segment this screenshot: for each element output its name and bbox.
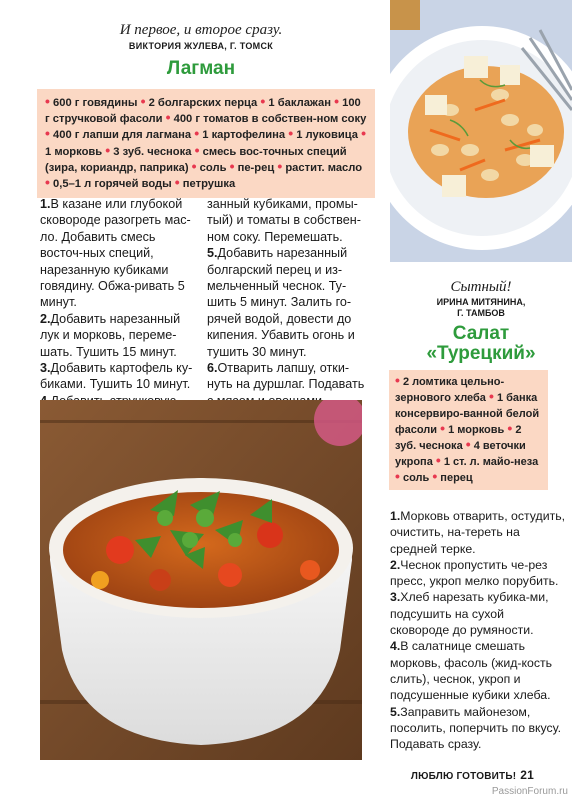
- bullet-icon: •: [194, 125, 200, 142]
- step-text: занный кубиками, промы-тый) и томаты в собствен-ном соку. Перемешать.: [207, 197, 361, 244]
- watermark: PassionForum.ru: [491, 786, 568, 797]
- salad-photo: [390, 0, 572, 262]
- step-text: В салатнице смешать морковь, фасоль (жид-кость слить), чеснок, укроп и подсушенные кубики хлеба.: [390, 639, 553, 703]
- ingredient-item: 100 г стручковой фасоли: [45, 97, 361, 126]
- recipe-step: [390, 508, 566, 557]
- step-text: Заправить майонезом, посолить, поперчить по вкусу. Подавать сразу.: [390, 704, 562, 752]
- recipe-step: [40, 196, 198, 311]
- ingredient-item: смесь вос-точных специй (зира, кориандр, паприка): [45, 145, 347, 174]
- salad-steps: [390, 508, 566, 752]
- ingredient-item: соль: [196, 161, 230, 174]
- salad-title: Салат: [452, 323, 510, 344]
- step-text: Отварить лапшу, отки-нуть на дуршлаг. Подавать: [207, 361, 365, 392]
- ingredient-item: 400 г томатов в собствен-ном соку: [170, 113, 367, 126]
- bullet-icon: •: [277, 157, 283, 174]
- bullet-icon: •: [361, 125, 367, 142]
- bullet-icon: •: [194, 141, 200, 158]
- bullet-icon: •: [432, 468, 438, 484]
- ingredient-item: 3 зуб. чеснока: [110, 145, 195, 158]
- salad-author-city: Г. ТАМБОВ: [457, 308, 505, 318]
- lagman-photo: [40, 400, 362, 760]
- bullet-icon: •: [288, 125, 294, 142]
- bullet-icon: •: [440, 420, 446, 436]
- magazine-name: ЛЮБЛЮ ГОТОВИТЬ!: [410, 771, 517, 782]
- page-footer: [411, 768, 534, 782]
- ingredient-item: 400 г лапши для лагмана: [49, 129, 195, 142]
- step-text: Добавить картофель ку-биками. Тушить 10 минут.: [40, 361, 193, 392]
- step-number: 5.: [207, 246, 218, 261]
- step-number: 1.: [390, 509, 401, 523]
- ingredient-item: 2 зуб. чеснока: [395, 424, 522, 452]
- ingredient-item: 2 ломтика цельно-зернового хлеба: [395, 376, 505, 404]
- ingredient-item: растит. масло: [282, 161, 363, 174]
- recipe-step: [390, 638, 566, 703]
- step-text: Добавить нарезанный болгарский перец и из-мельченный чеснок. Ту-шить 5 минут. Залить го-рячей водой, довести до кипения. Убавить огонь и тушить 30 минут.: [207, 246, 355, 359]
- salad-author: ИРИНА МИТЯНИНА,: [436, 297, 526, 307]
- lagman-steps-col2: [207, 196, 365, 409]
- ingredient-item: 1 морковь: [445, 424, 508, 436]
- ingredient-item: соль: [399, 472, 433, 484]
- step-number: 2.: [390, 557, 401, 572]
- step-number: 2.: [40, 311, 51, 326]
- recipe-step: [390, 589, 566, 638]
- ingredient-item: перец: [437, 472, 473, 484]
- step-text: Хлеб нарезать кубика-ми, подсушить на сухой сковороде до румяности.: [390, 590, 549, 638]
- ingredient-item: петрушка: [179, 178, 236, 191]
- recipe-step: [207, 196, 365, 245]
- bullet-icon: •: [465, 436, 471, 452]
- step-text: Морковь отварить, остудить, очистить, на-тереть на средней терке.: [390, 509, 566, 556]
- bullet-icon: •: [140, 93, 146, 109]
- ingredient-item: 1 баклажан: [265, 97, 335, 109]
- lagman-ingredients: [37, 89, 375, 198]
- bullet-icon: •: [395, 372, 400, 388]
- step-number: 3.: [40, 361, 51, 376]
- step-number: 5.: [390, 704, 401, 719]
- recipe-step: [390, 557, 566, 590]
- recipe-step: [40, 311, 198, 360]
- bullet-icon: •: [45, 125, 50, 142]
- ingredient-item: 1 луковица: [293, 129, 362, 142]
- step-text: Добавить нарезанный лук и морковь, переме-шать. Тушить 15 минут.: [40, 311, 181, 359]
- bullet-icon: •: [174, 174, 180, 191]
- bullet-icon: •: [191, 157, 197, 174]
- recipe-step: [207, 245, 365, 360]
- lagman-steps-col1: [40, 196, 198, 426]
- ingredient-item: пе-рец: [234, 161, 278, 174]
- salad-title-name: «Турецкий»: [426, 343, 536, 364]
- lagman-title: Лагман: [166, 58, 236, 79]
- bullet-icon: •: [260, 93, 266, 109]
- ingredient-item: 1 картофелина: [199, 129, 289, 142]
- ingredient-item: 0,5–1 л горячей воды: [49, 178, 175, 191]
- ingredient-item: 600 г говядины: [49, 97, 141, 109]
- step-text: Чеснок пропустить че-рез пресс, укроп мелко порубить.: [390, 557, 559, 589]
- step-number: 4.: [390, 639, 401, 654]
- step-text: В казане или глубокой сковороде разогреть мас-ло. Добавить смесь восточ-ных специй, нарезанную кубиками говядину. Обжа-ривать 5 минут.: [40, 197, 191, 310]
- bullet-icon: •: [488, 388, 494, 404]
- bullet-icon: •: [334, 93, 339, 109]
- ingredient-item: 1 ст. л. майо-неза: [440, 456, 539, 468]
- step-number: 6.: [207, 361, 218, 376]
- bullet-icon: •: [45, 93, 50, 109]
- bullet-icon: •: [45, 174, 50, 191]
- lagman-tagline: И первое, и второе сразу.: [119, 22, 283, 38]
- recipe-step: [390, 704, 566, 753]
- ingredient-item: 4 веточки укропа: [395, 440, 526, 468]
- ingredient-item: 2 болгарских перца: [145, 97, 261, 109]
- salad-ingredients: [389, 370, 548, 490]
- bullet-icon: •: [165, 109, 171, 126]
- bullet-icon: •: [435, 452, 441, 468]
- lagman-author: ВИКТОРИЯ ЖУЛЕВА, Г. ТОМСК: [128, 41, 274, 51]
- step-number: 1.: [40, 197, 51, 211]
- ingredient-item: 1 банка консервиро-ванной белой фасоли: [395, 392, 540, 436]
- step-number: 3.: [390, 590, 401, 605]
- bullet-icon: •: [229, 157, 235, 174]
- salad-tagline: Сытный!: [450, 279, 512, 295]
- page-number: 21: [520, 768, 534, 782]
- bullet-icon: •: [507, 420, 513, 436]
- ingredient-item: 1 морковь: [45, 145, 106, 158]
- recipe-step: [40, 360, 198, 393]
- bullet-icon: •: [105, 141, 111, 158]
- bullet-icon: •: [395, 468, 400, 484]
